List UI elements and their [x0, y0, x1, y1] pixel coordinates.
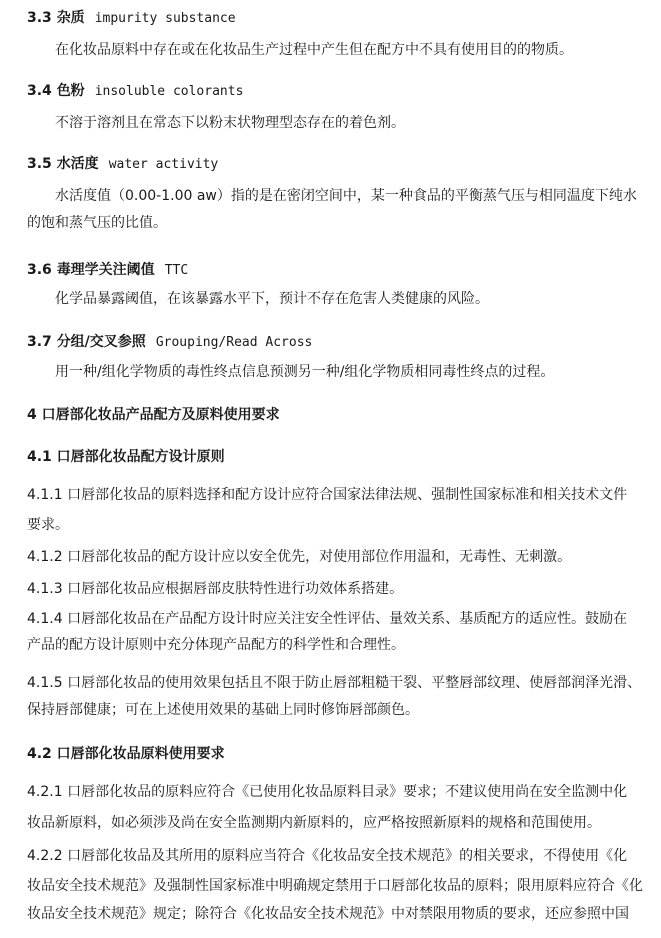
subsection-heading: 4.2 口唇部化妆品原料使用要求	[27, 746, 225, 762]
section-heading: 3.7 分组/交叉参照 Grouping/Read Across	[27, 334, 313, 350]
clause-text: 4.2.2 口唇部化妆品及其所用的原料应当符合《化妆品安全技术规范》的相关要求，不得使用《化 妆品安全技术规范》及强制性国家标准中明确规定禁用于口唇部化妆品的原料；限用原料应符合《化 妆品安全技术规范》规定；除符合《化妆品安全技术规范》中对禁限用物质的要求，还应参照中国	[27, 848, 643, 922]
definition-text: 用一种/组化学物质的毒性终点信息预测另一种/组化学物质相同毒性终点的过程。	[55, 364, 555, 380]
clause-text: 4.1.1 口唇部化妆品的原料选择和配方设计应符合国家法律法规、强制性国家标准和相关技术文件 要求。	[27, 487, 628, 533]
section-heading: 3.3 杂质 impurity substance	[27, 10, 236, 26]
subsection-heading: 4.1 口唇部化妆品配方设计原则	[27, 449, 225, 465]
clause-text: 4.1.5 口唇部化妆品的使用效果包括且不限于防止唇部粗糙干裂、平整唇部纹理、使唇部润泽光滑、 保持唇部健康；可在上述使用效果的基础上同时修饰唇部颜色。	[27, 675, 642, 718]
clause-text: 4.1.4 口唇部化妆品在产品配方设计时应关注安全性评估、量效关系、基质配方的适应性。鼓励在 产品的配方设计原则中充分体现产品配方的科学性和合理性。	[27, 611, 628, 653]
section-heading: 3.4 色粉 insoluble colorants	[27, 83, 244, 99]
chapter-heading: 4 口唇部化妆品产品配方及原料使用要求	[27, 407, 280, 423]
clause-text: 4.2.1 口唇部化妆品的原料应符合《已使用化妆品原料目录》要求；不建议使用尚在安全监测中化 妆品新原料，如必须涉及尚在安全监测期内新原料的，应严格按照新原料的规格和范围使用。	[27, 784, 628, 831]
definition-text: 在化妆品原料中存在或在化妆品生产过程中产生但在配方中不具有使用目的的物质。	[55, 42, 573, 58]
definition-text: 不溶于溶剂且在常态下以粉末状物理型态存在的着色剂。	[55, 115, 405, 131]
definition-text: 化学品暴露阈值，在该暴露水平下，预计不存在危害人类健康的风险。	[55, 291, 489, 307]
clause-text: 4.1.3 口唇部化妆品应根据唇部皮肤特性进行功效体系搭建。	[27, 581, 404, 597]
section-heading: 3.6 毒理学关注阈值 TTC	[27, 262, 189, 278]
section-heading: 3.5 水活度 water activity	[27, 156, 219, 172]
clause-text: 4.1.2 口唇部化妆品的配方设计应以安全优先，对使用部位作用温和，无毒性、无刺激。	[27, 549, 572, 565]
definition-text: 水活度值（0.00-1.00 aw）指的是在密闭空间中，某一种食品的平衡蒸气压与相同温度下纯水 的饱和蒸气压的比值。	[27, 188, 637, 231]
